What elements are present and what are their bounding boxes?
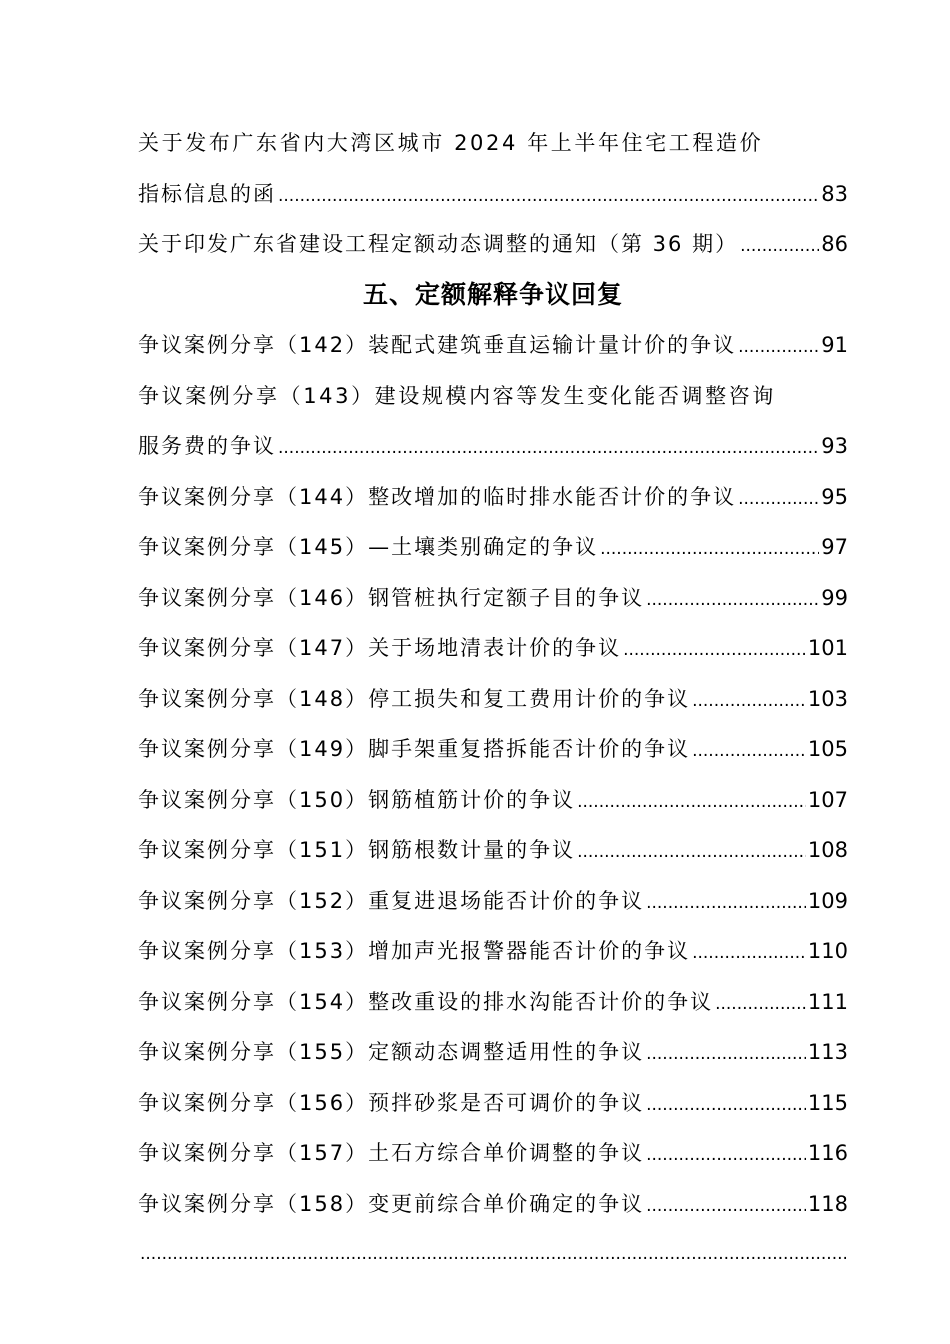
toc-entry[interactable] [138,1078,848,1129]
toc-entry[interactable] [138,674,848,725]
toc-entry-title: 指标信息的函 [138,181,276,206]
toc-entry[interactable] [138,522,848,573]
dot-leader [600,524,819,575]
dot-leader [577,777,806,828]
dot-leader [646,575,819,626]
dot-leader [646,1130,806,1181]
toc-entry[interactable] [138,775,848,826]
toc-entry-title: 争议案例分享（153）增加声光报警器能否计价的争议 [138,939,691,963]
dot-leader [738,474,819,525]
dot-leader [692,676,806,727]
dot-leader [740,221,819,272]
toc-entry[interactable] [138,825,848,876]
dot-leader [646,1029,806,1080]
toc-entry-title: 争议案例分享（155）定额动态调整适用性的争议 [138,1040,645,1064]
toc-entry-page: 109 [807,888,848,913]
dot-leader [692,726,806,777]
toc-entry-title: 争议案例分享（142）装配式建筑垂直运输计量计价的争议 [138,333,737,357]
dot-leader [278,171,819,222]
toc-entry-title: 争议案例分享（149）脚手架重复搭拆能否计价的争议 [138,737,691,761]
toc-entry-title: 争议案例分享（151）钢筋根数计量的争议 [138,838,576,862]
toc-entry[interactable] [138,977,848,1028]
toc-entry[interactable] [138,371,848,422]
toc-entry-page: 113 [807,1040,848,1064]
dot-leader [692,928,806,979]
dot-leader [646,1181,806,1232]
toc-entry[interactable] [138,1179,848,1230]
toc-entry[interactable] [138,926,848,977]
toc-entry-page: 95 [821,484,848,509]
toc-entry[interactable] [138,421,848,472]
toc-entry-title: 争议案例分享（156）预拌砂浆是否可调价的争议 [138,1090,645,1115]
toc-entry-page: 86 [821,232,848,256]
table-of-contents [138,118,848,1280]
toc-entry[interactable] [138,118,848,169]
toc-entry[interactable] [138,219,848,270]
toc-entry[interactable] [138,573,848,624]
toc-entry-title: 争议案例分享（144）整改增加的临时排水能否计价的争议 [138,484,737,509]
toc-entry-title: 争议案例分享（145）—土壤类别确定的争议 [138,535,599,559]
dot-leader [577,827,806,878]
toc-entry[interactable] [138,1128,848,1179]
toc-entry-page: 107 [807,787,848,812]
toc-entry-page: 111 [807,989,848,1014]
toc-entry[interactable] [138,472,848,523]
dot-leader [623,625,806,676]
toc-entry-title: 争议案例分享（158）变更前综合单价确定的争议 [138,1191,645,1216]
toc-entry[interactable] [138,320,848,371]
toc-entry-title: 争议案例分享（154）整改重设的排水沟能否计价的争议 [138,989,714,1014]
toc-entry-page: 115 [807,1090,848,1115]
dot-leader [278,423,819,474]
toc-entry[interactable] [138,1027,848,1078]
toc-entry[interactable] [138,724,848,775]
toc-entry-title: 服务费的争议 [138,434,276,458]
dot-leader [140,1229,846,1280]
toc-entry-page: 91 [821,333,848,357]
toc-entry-page: 105 [807,737,848,761]
toc-entry-title: 争议案例分享（148）停工损失和复工费用计价的争议 [138,686,691,711]
dot-leader [646,1080,806,1131]
toc-entry-page: 93 [821,434,848,458]
toc-entry-title: 争议案例分享（150）钢筋植筋计价的争议 [138,787,576,812]
toc-entry-title: 关于印发广东省建设工程定额动态调整的通知（第 36 期） [138,232,739,256]
toc-entry-title: 争议案例分享（146）钢管桩执行定额子目的争议 [138,585,645,610]
dot-leader [738,322,819,373]
section-heading: 五、定额解释争议回复 [362,279,623,309]
toc-entry-page: 101 [807,636,848,660]
toc-entry-page: 103 [807,686,848,711]
toc-entry[interactable] [138,876,848,927]
toc-entry[interactable] [138,169,848,220]
toc-entry-page: 116 [807,1141,848,1165]
dot-leader [715,979,806,1030]
toc-entry-page: 99 [821,585,848,610]
toc-entry-title: 争议案例分享（157）土石方综合单价调整的争议 [138,1141,645,1165]
toc-entry-page: 108 [807,838,848,862]
toc-entry-title: 争议案例分享（143）建设规模内容等发生变化能否调整咨询 [138,383,776,408]
toc-entry-title: 争议案例分享（147）关于场地清表计价的争议 [138,636,622,660]
toc-entry-page: 118 [807,1191,848,1216]
toc-entry-page: 110 [807,939,848,963]
dot-leader [646,878,806,929]
toc-entry[interactable] [138,1229,848,1280]
toc-entry-page: 97 [821,535,848,559]
toc-entry-title: 关于发布广东省内大湾区城市 2024 年上半年住宅工程造价 [138,131,764,155]
toc-entry[interactable] [138,623,848,674]
toc-entry-title: 争议案例分享（152）重复进退场能否计价的争议 [138,888,645,913]
toc-entry-page: 83 [821,181,848,206]
